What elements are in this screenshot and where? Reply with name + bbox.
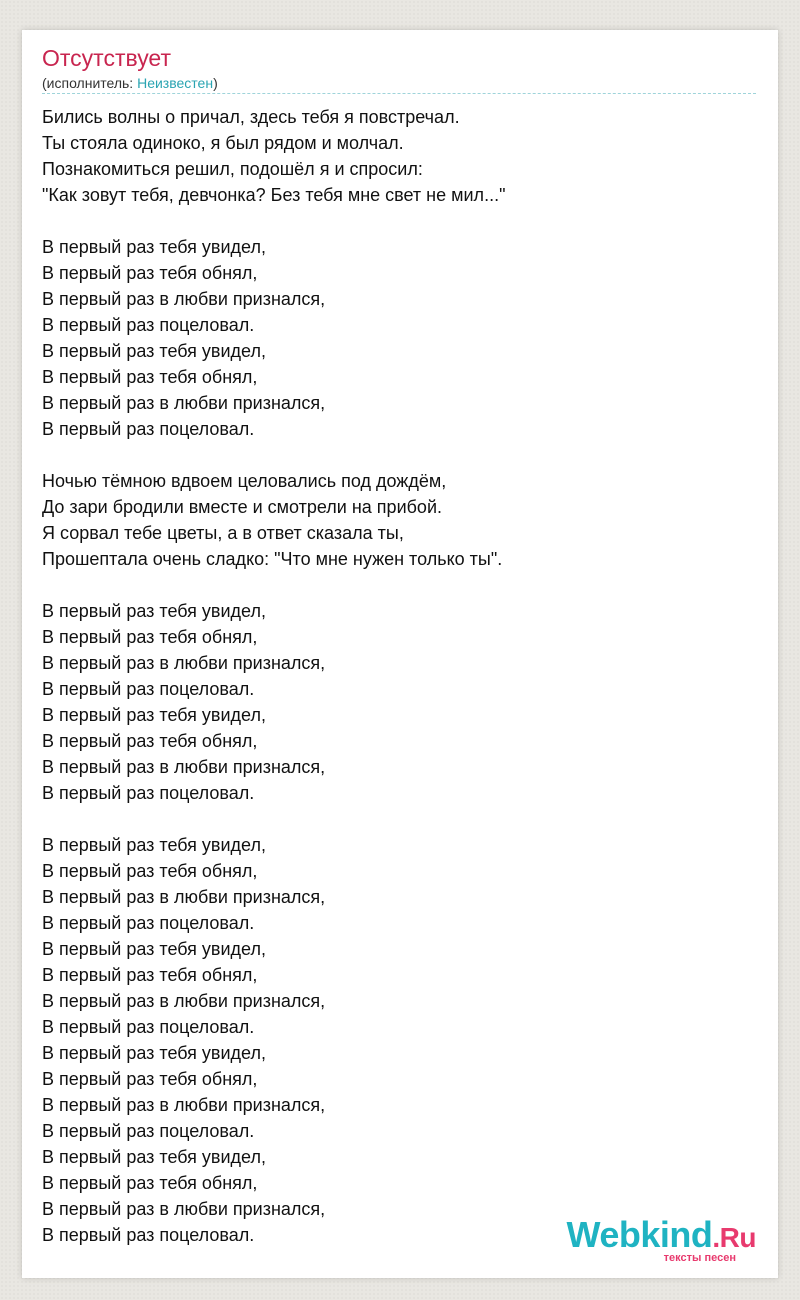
- lyric-line: В первый раз поцеловал.: [42, 1225, 255, 1245]
- lyric-line: В первый раз в любви признался,: [42, 991, 326, 1011]
- stanza-gap: [42, 572, 742, 598]
- lyrics-text: [42, 104, 742, 1248]
- lyric-line: В первый раз тебя увидел,: [42, 601, 266, 621]
- logo-main-text: Webkind: [566, 1214, 713, 1255]
- lyric-line: Ночью тёмною вдвоем целовались под дождём,: [42, 471, 447, 491]
- lyric-line: В первый раз тебя обнял,: [42, 1069, 258, 1089]
- lyric-line: Бились волны о причал, здесь тебя я повстречал.: [42, 107, 460, 127]
- lyric-line: В первый раз поцеловал.: [42, 913, 255, 933]
- lyric-line: В первый раз тебя увидел,: [42, 1043, 266, 1063]
- lyric-line: В первый раз тебя увидел,: [42, 705, 266, 725]
- lyric-line: В первый раз поцеловал.: [42, 419, 255, 439]
- lyric-line: В первый раз в любви признался,: [42, 887, 326, 907]
- lyric-line: Ты стояла одиноко, я был рядом и молчал.: [42, 133, 404, 153]
- lyric-line: В первый раз поцеловал.: [42, 1121, 255, 1141]
- lyric-line: Прошептала очень сладко: "Что мне нужен только ты".: [42, 549, 503, 569]
- lyric-line: Я сорвал тебе цветы, а в ответ сказала ты,: [42, 523, 404, 543]
- site-logo[interactable]: [566, 1214, 756, 1264]
- lyric-line: В первый раз тебя обнял,: [42, 367, 258, 387]
- artist-prefix: (исполнитель:: [42, 75, 138, 91]
- lyric-line: В первый раз в любви признался,: [42, 653, 326, 673]
- lyric-line: В первый раз тебя обнял,: [42, 731, 258, 751]
- lyric-line: "Как зовут тебя, девчонка? Без тебя мне свет не мил...": [42, 185, 506, 205]
- lyrics-card: [22, 30, 778, 1278]
- artist-line: [42, 74, 218, 92]
- lyric-line: В первый раз тебя обнял,: [42, 263, 258, 283]
- lyric-line: В первый раз поцеловал.: [42, 1017, 255, 1037]
- lyric-line: В первый раз поцеловал.: [42, 315, 255, 335]
- lyric-line: В первый раз тебя обнял,: [42, 965, 258, 985]
- lyric-line: В первый раз тебя увидел,: [42, 237, 266, 257]
- stanza-gap: [42, 442, 742, 468]
- stanza-gap: [42, 208, 742, 234]
- lyric-line: В первый раз тебя обнял,: [42, 627, 258, 647]
- lyric-line: В первый раз тебя увидел,: [42, 835, 266, 855]
- lyric-line: В первый раз поцеловал.: [42, 783, 255, 803]
- song-title: Отсутствует: [42, 45, 171, 71]
- lyric-line: До зари бродили вместе и смотрели на прибой.: [42, 497, 442, 517]
- artist-link[interactable]: Неизвестен: [137, 75, 214, 91]
- lyric-line: В первый раз в любви признался,: [42, 757, 326, 777]
- logo-tagline: тексты песен: [663, 1252, 736, 1264]
- stanza-gap: [42, 806, 742, 832]
- lyric-line: В первый раз в любви признался,: [42, 289, 326, 309]
- logo-wordmark: [566, 1214, 756, 1256]
- lyric-line: В первый раз тебя обнял,: [42, 1173, 258, 1193]
- lyric-line: В первый раз тебя увидел,: [42, 1147, 266, 1167]
- lyric-line: В первый раз в любви признался,: [42, 1095, 326, 1115]
- logo-tld: .Ru: [712, 1222, 756, 1253]
- header-divider: [42, 93, 756, 94]
- lyric-line: В первый раз тебя увидел,: [42, 341, 266, 361]
- artist-suffix: ): [213, 75, 218, 91]
- lyric-line: В первый раз в любви признался,: [42, 1199, 326, 1219]
- lyric-line: В первый раз тебя увидел,: [42, 939, 266, 959]
- lyric-line: Познакомиться решил, подошёл я и спросил:: [42, 159, 423, 179]
- lyric-line: В первый раз тебя обнял,: [42, 861, 258, 881]
- lyric-line: В первый раз в любви признался,: [42, 393, 326, 413]
- lyric-line: В первый раз поцеловал.: [42, 679, 255, 699]
